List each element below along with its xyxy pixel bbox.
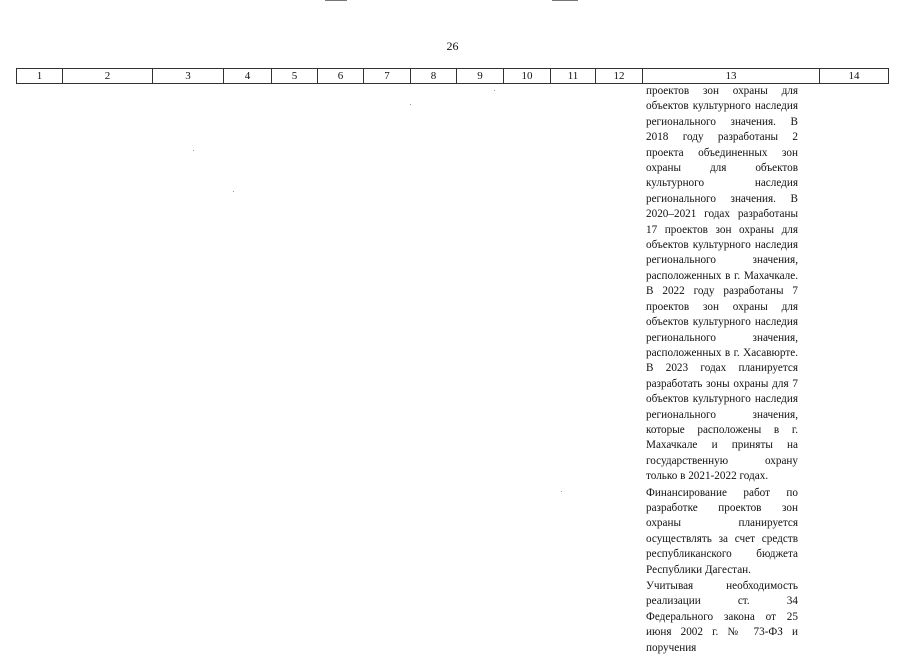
- column-header-6: 6: [317, 69, 363, 83]
- scan-speck: [410, 104, 411, 105]
- cell-paragraph: Финансирование работ по разработке проектов зон охраны планируется осуществлять за счет средств республиканского бюджета Республики Дагестан.: [646, 486, 798, 576]
- column-header-8: 8: [410, 69, 456, 83]
- table-header-row: [16, 68, 889, 84]
- column-header-11: 11: [550, 69, 595, 83]
- cell-paragraph: Учитывая необходимость реализации ст. 34 Федерального закона от 25 июня 2002 г. № 73-ФЗ и поручения: [646, 580, 798, 654]
- column-header-10: 10: [503, 69, 550, 83]
- scan-speck: [233, 191, 234, 192]
- scan-speck: [193, 150, 194, 151]
- column-header-2: 2: [62, 69, 152, 83]
- column-header-4: 4: [223, 69, 271, 83]
- scan-mark: [325, 0, 347, 1]
- column-header-1: 1: [16, 69, 62, 83]
- column-header-3: 3: [152, 69, 223, 83]
- column-13-cell-text: [646, 84, 798, 656]
- scan-speck: [494, 90, 495, 91]
- column-header-9: 9: [456, 69, 503, 83]
- column-header-13: 13: [642, 69, 819, 83]
- cell-paragraph: проектов зон охраны для объектов культурного наследия регионального значения. В 2018 году разработаны 2 проекта объединенных зон охраны для объектов культурного наследия регионального значения. В 2020–2021 годах разработаны 17 проектов зон охраны для объектов культурного наследия регионального значения, расположенных в г. Махачкале. В 2022 году разработаны 7 проектов зон охраны для объектов культурного наследия регионального значения, расположенных в г. Хасавюрте. В 2023 годах планируется разработать зоны охраны для 7 объектов культурного наследия регионального значения, которые расположены в г. Махачкале и приняты на государственную охрану только в 2021-2022 годах.: [646, 85, 798, 483]
- scan-mark: [552, 0, 578, 1]
- column-header-14: 14: [819, 69, 889, 83]
- scan-speck: [561, 491, 562, 492]
- column-header-5: 5: [271, 69, 317, 83]
- column-header-12: 12: [595, 69, 642, 83]
- column-header-7: 7: [363, 69, 410, 83]
- page-number: 26: [446, 39, 459, 53]
